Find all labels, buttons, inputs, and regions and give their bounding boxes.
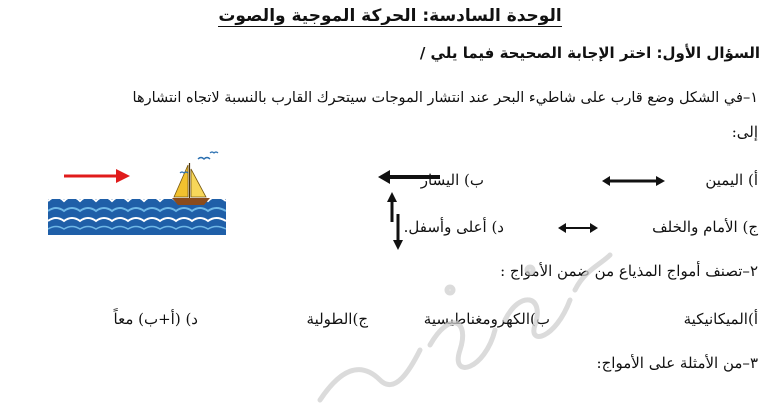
q2-option-a[interactable]: أ)الميكانيكية <box>683 310 758 328</box>
q2-option-d[interactable]: د) (أ+ب) معاً <box>113 310 198 328</box>
q2-option-b[interactable]: ب)الكهرومغناطيسية <box>423 310 550 328</box>
q1-option-b[interactable]: ب) اليسار <box>420 171 484 189</box>
boat-wave-figure <box>48 147 226 235</box>
red-arrow-icon <box>64 169 130 183</box>
section-heading: السؤال الأول: اختر الإجابة الصحيحة فيما يلي / <box>419 44 760 62</box>
q1-option-c[interactable]: ج) الأمام والخلف <box>652 218 758 236</box>
double-arrow-horizontal-icon <box>602 175 666 187</box>
boat-on-waves-icon <box>48 152 226 235</box>
double-arrow-vertical-icon <box>386 192 404 252</box>
arrow-left-icon <box>378 170 440 184</box>
q1-text-line2: إلى: <box>731 123 758 141</box>
q2-option-c[interactable]: ج)الطولية <box>306 310 368 328</box>
q2-text: ٢–تصنف أمواج المذياع من ضمن الأمواج : <box>500 262 758 280</box>
q1-text-line1: ١–في الشكل وضع قارب على شاطيء البحر عند انتشار الموجات سيتحرك القارب بالنسبة لاتجاه انتشارها <box>132 90 758 106</box>
q1-option-a[interactable]: أ) اليمين <box>705 171 758 189</box>
double-arrow-horizontal-small-icon <box>558 222 598 234</box>
q3-text: ٣–من الأمثلة على الأمواج: <box>596 354 758 372</box>
unit-title-text: الوحدة السادسة: الحركة الموجية والصوت <box>218 6 562 26</box>
q1-option-d[interactable]: د) أعلى وأسفل. <box>403 218 504 236</box>
unit-title <box>0 6 780 26</box>
